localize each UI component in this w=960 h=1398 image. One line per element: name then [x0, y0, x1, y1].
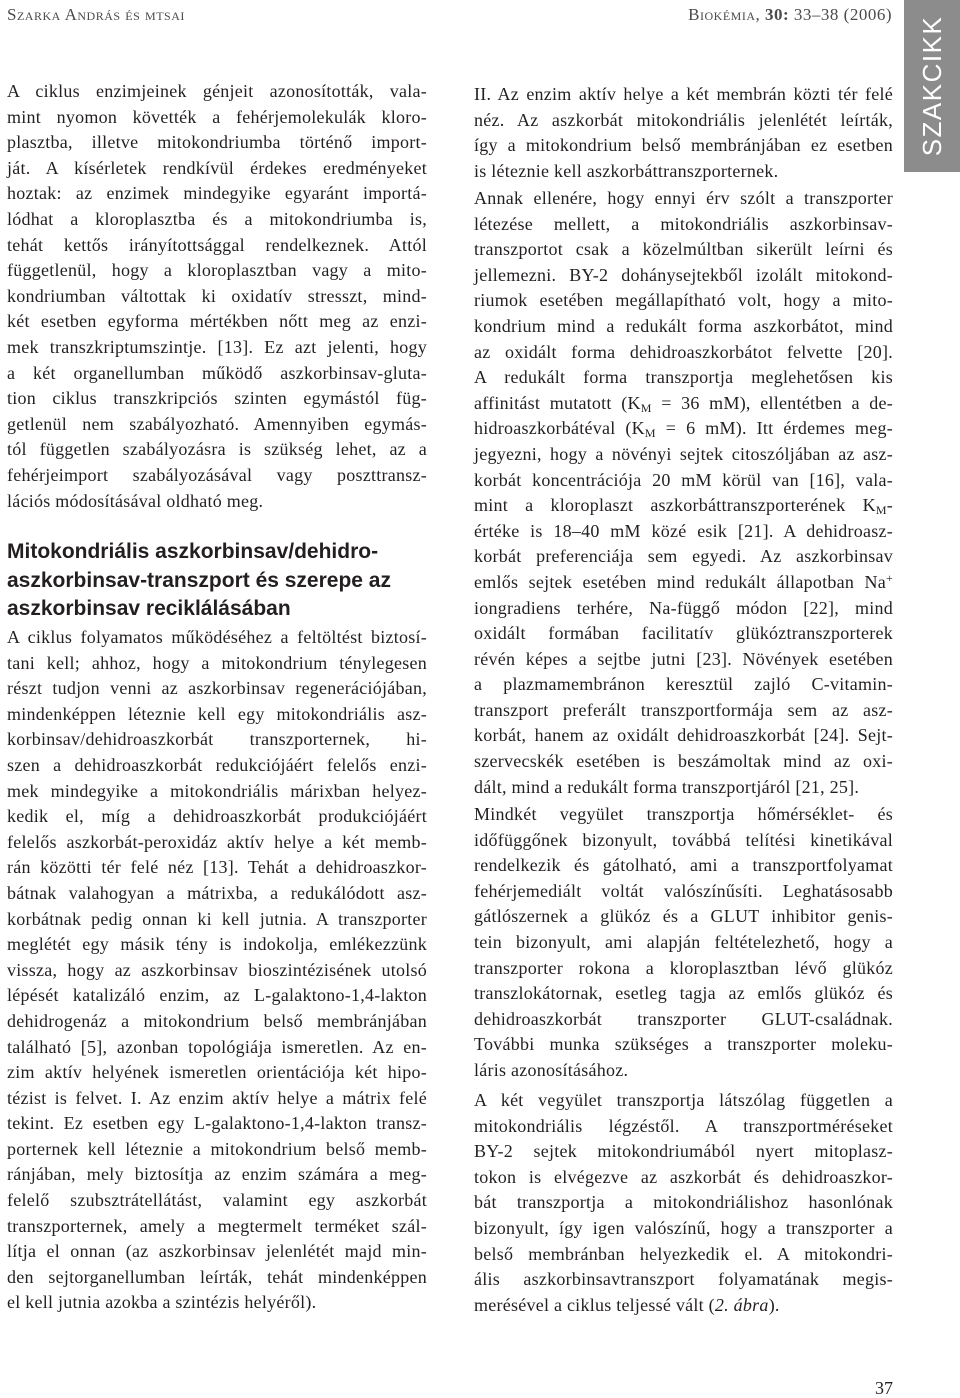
paragraph-line: fehérjemediált voltát valószínűsíti. Leghatásosabb	[474, 880, 893, 901]
paragraph-line: szervecskék esetében is beszámoltak mind az oxi-	[474, 751, 893, 772]
paragraph-line: mint nyomon követték a fehérjemolekulák kloro-	[7, 106, 427, 127]
paragraph-line: iongradiens terhére, Na-függő módon [22], mind	[474, 597, 893, 618]
paragraph-line: II. Az enzim aktív helye a két membrán közti tér felé	[474, 84, 893, 104]
paragraph-line	[474, 416, 893, 442]
paragraph-line: BY-2 sejtek mitokondriumából nyert mitoplasz-	[474, 1141, 893, 1162]
section-heading-line: aszkorbinsav-transzport és szerepe az	[7, 568, 391, 592]
figure-reference: 2. ábra	[714, 1294, 769, 1315]
paragraph-line: bizonyult, így igen valószínű, hogy a transzporter a	[474, 1217, 893, 1238]
paragraph-line: is léteznie kell aszkorbáttranszporternek.	[474, 160, 779, 181]
paragraph-line	[474, 570, 893, 596]
paragraph-line: riumok esetében megállapítható volt, hogy a mito-	[474, 290, 893, 311]
superscript: +	[885, 570, 893, 585]
paragraph-line: korbát, hanem az oxidált dehidroaszkorbát [24]. Sejt-	[474, 725, 893, 746]
paragraph-line: A két vegyület transzportja látszólag független a	[474, 1090, 893, 1110]
paragraph-line: bátnak valahogyan a mátrixba, a redukálódott asz-	[7, 882, 427, 903]
paragraph-line: Annak ellenére, hogy ennyi érv szólt a transzporter	[474, 188, 893, 208]
paragraph-line: lódhat a kloroplasztba és a mitokondriumba is,	[7, 208, 427, 229]
paragraph-line: a plazmamembránon keresztül zajló C-vitamin-	[474, 674, 893, 695]
paragraph-line: korbát preferenciája sem egyedi. Az aszkorbinsav	[474, 546, 893, 567]
paragraph-line: dehidrogenáz a mitokondrium belső membránjában	[7, 1010, 427, 1031]
paragraph-line: tekint. Ez esetben egy L-galaktono-1,4-lakton transz-	[7, 1113, 427, 1134]
paragraph-line: ális aszkorbinsavtranszport folyamatának megis-	[474, 1269, 893, 1290]
paragraph-line: kondriumban váltottak ki oxidatív stresszt, mind-	[7, 285, 427, 306]
text-segment: mint a kloroplaszt aszkorbáttranszporterének K	[474, 495, 876, 516]
paragraph-line: lációs módosításával oldható meg.	[7, 490, 264, 511]
paragraph-line: tól független szabályozásra is szükség lehet, az a	[7, 439, 427, 460]
paragraph-line: meglétét egy másik tény is indokolja, emlékezzünk	[7, 934, 427, 955]
paragraph-line: tein bizonyult, ami alapján feltételezhető, hogy a	[474, 931, 893, 952]
paragraph-line: a két organellumban működő aszkorbinsav-gluta-	[7, 362, 427, 383]
paragraph-line: ránjában, mely biztosítja az enzim számára a meg-	[7, 1164, 427, 1185]
paragraph-line	[474, 493, 893, 519]
page-range: 33–38 (2006)	[793, 5, 892, 24]
paragraph-line: A ciklus enzimjeinek génjeit azonosították, vala-	[7, 81, 427, 101]
paragraph-line: jegyezni, hogy a növényi sejtek citoszóljában az asz-	[474, 443, 893, 464]
paragraph	[474, 186, 893, 800]
paragraph-line: kedik el, míg a dehidroaszkorbát produkciójáért	[7, 806, 427, 827]
paragraph-line: transzport preferált transzportformája sem az asz-	[474, 699, 893, 720]
paragraph-line: plasztba, illetve mitokondriumba történő import-	[7, 132, 427, 153]
paragraph-line: oxidált formában facilitatív glükóztranszporterek	[474, 623, 893, 644]
paragraph-line: értéke is 18–40 mM közé esik [21]. A dehidroasz-	[474, 520, 893, 541]
paragraph-line: getlenül nem szabályozható. Amennyiben egymás-	[7, 413, 427, 434]
paragraph-line: lítja el onnan (az aszkorbinsav jelenlétét majd min-	[7, 1241, 427, 1262]
paragraph-line: hoztak: az enzimek mindegyike egyaránt importá-	[7, 183, 427, 204]
paragraph-line: dált, mind a redukált forma transzportjáról [21, 25].	[474, 776, 860, 797]
section-heading-line: Mitokondriális aszkorbinsav/dehidro-	[7, 540, 379, 563]
paragraph-line: bát transzportja a mitokondriálishoz hasonlónak	[474, 1192, 893, 1213]
paragraph-line: gátlószernek a glükóz és a GLUT inhibitor genis-	[474, 906, 893, 927]
paragraph-line: az oxidált forma dehidroaszkorbátot felvette [20].	[474, 341, 893, 362]
paragraph-line: mitokondriális légzéstől. A transzportméréseket	[474, 1115, 893, 1136]
paragraph-line: felelő szubsztrátellátást, valamint egy aszkorbát	[7, 1190, 427, 1211]
paragraph-line: található [5], azonban topológiája ismeretlen. Az en-	[7, 1036, 427, 1057]
paragraph-line: korbinsav/dehidroaszkorbát transzporternek, hi-	[7, 729, 427, 750]
running-header-citation	[688, 5, 892, 25]
text-segment: = 6 mM). Itt érdemes meg-	[655, 418, 893, 439]
paragraph-line: jellemezni. BY-2 dohánysejtekből izolált mitokond-	[474, 264, 893, 285]
running-header-authors: Szarka András és mtsai	[7, 5, 185, 24]
paragraph-line: transzporternek, amely a megtermelt terméket szál-	[7, 1215, 427, 1236]
subscript: M	[875, 503, 887, 518]
section-heading-line: aszkorbinsav reciklálásában	[7, 597, 291, 621]
paragraph	[7, 79, 427, 514]
paragraph-line: porternek kell léteznie a mitokondrium belső memb-	[7, 1138, 427, 1159]
text-segment: emlős sejtek esetében mind redukált állapotban Na	[474, 571, 886, 592]
paragraph-line: A redukált forma transzportja meglehetősen kis	[474, 367, 893, 388]
paragraph-line: tani kell; ahhoz, hogy a mitokondrium ténylegesen	[7, 652, 427, 673]
paragraph-line: felelős aszkorbát-peroxidáz aktív helye a két memb-	[7, 831, 427, 852]
paragraph-line	[474, 1293, 893, 1319]
paragraph-line: dehidroaszkorbát transzporter GLUT-családnak.	[474, 1008, 893, 1029]
paragraph-line: A ciklus folyamatos működéséhez a feltöltést biztosí-	[7, 627, 427, 647]
paragraph-line: szen a dehidroaszkorbát redukciójáért felelős enzi-	[7, 754, 427, 775]
paragraph-line: transzportot csak a közelmúltban sikerült leírni és	[474, 239, 893, 260]
text-segment: hidroaszkorbátéval (K	[474, 418, 645, 439]
paragraph-line: el kell jutnia azokba a szintézis helyéről).	[7, 1292, 317, 1313]
paragraph-line: függetlenül, hogy a kloroplasztban vagy a mito-	[7, 260, 427, 281]
subscript: M	[644, 426, 656, 441]
paragraph-line: Mindkét vegyület transzportja hőmérséklet- és	[474, 804, 893, 824]
paragraph-line: transzporter rokona a kloroplasztban lévő glükóz	[474, 957, 893, 978]
paragraph-line: így a mitokondrium belső membránjában ez esetben	[474, 135, 893, 156]
paragraph-line: vissza, hogy az aszkorbinsav bioszintézisének utolsó	[7, 959, 427, 980]
paragraph-line: belső membránban helyezkedik el. A mitokondri-	[474, 1243, 893, 1264]
paragraph-line: korbátnak pedig onnan ki kell jutnia. A transzporter	[7, 908, 427, 929]
paragraph	[474, 1088, 893, 1318]
text-segment: merésével a ciklus teljessé vált (	[474, 1294, 715, 1315]
subscript: M	[640, 400, 652, 415]
paragraph-line: fehérjeimport szabályozásával vagy poszttransz-	[7, 464, 427, 485]
section-tab	[904, 0, 960, 172]
text-segment: -	[886, 495, 893, 516]
paragraph-line: két esetben egyforma mértékben nőtt meg az enzi-	[7, 311, 427, 332]
paragraph-line: További munka szükséges a transzporter moleku-	[474, 1034, 893, 1055]
paragraph-line: mindenképpen léteznie kell egy mitokondriális asz-	[7, 703, 427, 724]
paragraph-line: tokon is elvégezve az aszkorbát és dehidroaszkor-	[474, 1166, 893, 1187]
paragraph-line: korbát koncentrációja 20 mM körül van [16], vala-	[474, 469, 893, 490]
paragraph-line: tion ciklus transzkripciós szinten egymástól füg-	[7, 388, 427, 409]
paragraph-line: néz. Az aszkorbát mitokondriális jelenlétét leírták,	[474, 109, 893, 130]
paragraph-line	[474, 391, 893, 417]
paragraph	[7, 625, 427, 1316]
journal-name: Biokémia,	[688, 5, 761, 24]
paragraph-line: láris azonosításához.	[474, 1059, 629, 1080]
paragraph-line: mek mindegyike a mitokondriális márixban helyez-	[7, 780, 427, 801]
paragraph-line: rán közötti tér felé néz [13]. Tehát a dehidroaszkor-	[7, 857, 427, 878]
paragraph-line: lépését katalizáló enzim, az L-galaktono-1,4-lakton	[7, 985, 427, 1006]
paragraph-line: den sejtorganellumban leírták, tehát mindenképpen	[7, 1266, 427, 1287]
text-segment: affinitást mutatott (K	[474, 392, 641, 413]
section-heading	[7, 538, 427, 624]
paragraph-line: rendelkezik és gátolható, ami a transzportfolyamat	[474, 855, 893, 876]
paragraph-line: transzlokátornak, esetleg tagja az emlős glükóz és	[474, 983, 893, 1004]
paragraph-line: kondrium mind a redukált forma aszkorbátot, mind	[474, 315, 893, 336]
paragraph-line: mek transzkriptumszintje. [13]. Ez azt jelenti, hogy	[7, 336, 427, 357]
volume-number: 30:	[765, 5, 790, 24]
paragraph-line: létezése mellett, a mitokondriális aszkorbinsav-	[474, 213, 893, 234]
paragraph-line: tézist is felvet. I. Az enzim aktív helye a mátrix felé	[7, 1087, 427, 1108]
paragraph-line: időfüggőnek bizonyult, továbbá telítési kinetikával	[474, 829, 893, 850]
paragraph-line: révén képes a sejtbe jutni [23]. Növények esetében	[474, 648, 893, 669]
paragraph-line: ját. A kísérletek rendkívül érdekes eredményeket	[7, 157, 427, 178]
text-segment: = 36 mM), ellentétben a de-	[651, 392, 893, 413]
paragraph	[474, 802, 893, 1084]
paragraph-line: tehát kettős irányítottsággal rendelkeznek. Attól	[7, 234, 427, 255]
section-tab-label: SZAKCIKK	[917, 15, 947, 157]
page-number: 37	[875, 1378, 893, 1398]
text-segment: ).	[768, 1294, 780, 1315]
paragraph-line: részt tudjon venni az aszkorbinsav regenerációjában,	[7, 678, 427, 699]
paragraph	[474, 82, 893, 184]
paragraph-line: zim aktív helyének ismeretlen orientációja két hipo-	[7, 1062, 427, 1083]
